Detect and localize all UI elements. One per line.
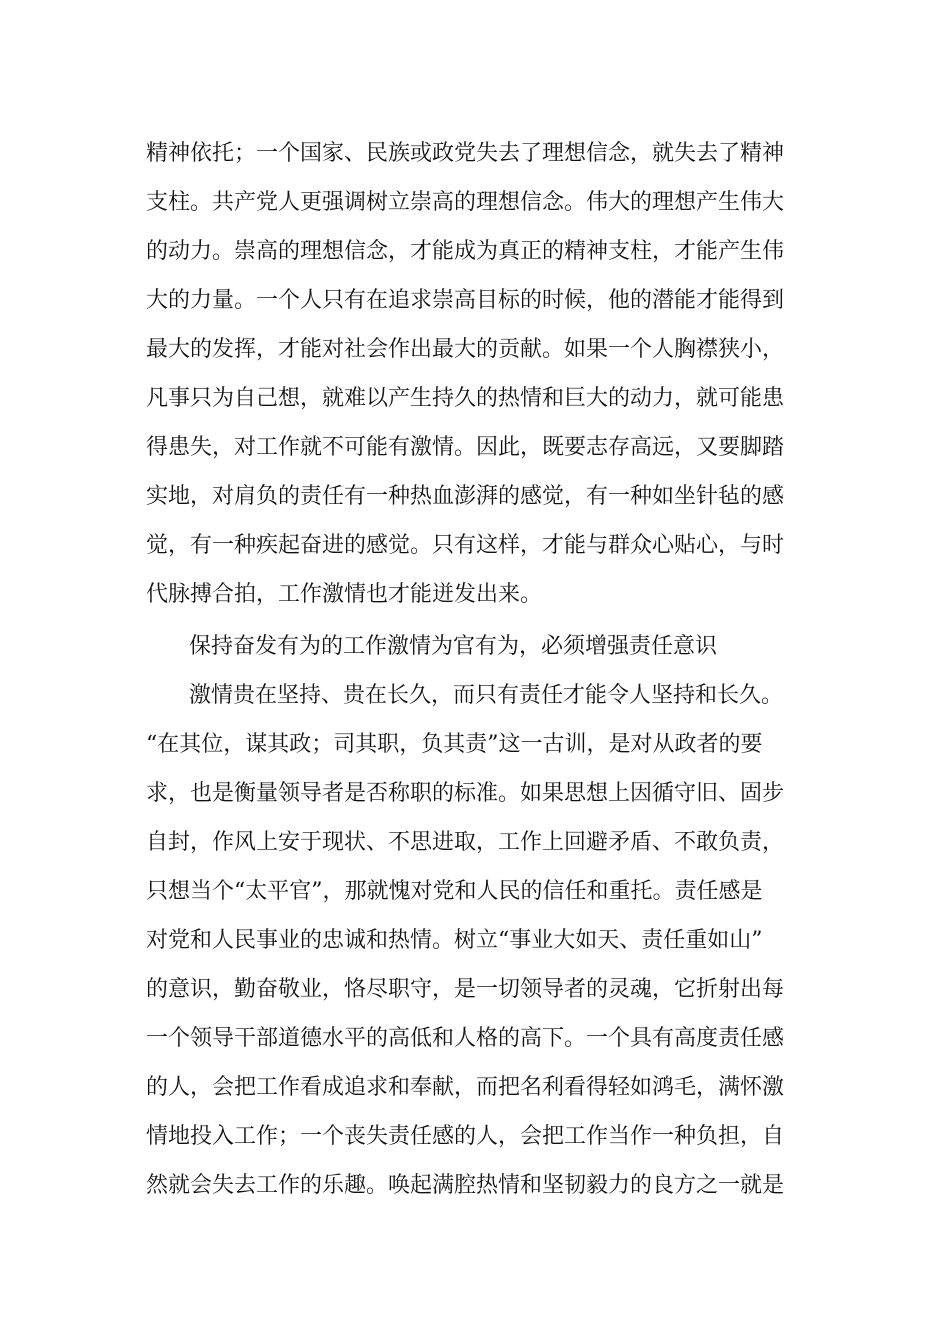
- text-line: 得患失，对工作就不可能有激情。因此，既要志存高远，又要脚踏: [146, 435, 785, 460]
- text-line: 凡事只为自己想，就难以产生持久的热情和巨大的动力，就可能患: [146, 386, 785, 411]
- paragraph-first-line: 激情贵在坚持、贵在长久，而只有责任才能令人坚持和长久。: [189, 683, 784, 708]
- text-line: 情地投入工作；一个丧失责任感的人，会把工作当作一种负担，自: [146, 1124, 785, 1149]
- text-line: 的意识，勤奋敬业，恪尽职守，是一切领导者的灵魂，它折射出每: [146, 977, 785, 1002]
- text-line: 然就会失去工作的乐趣。唤起满腔热情和坚韧毅力的良方之一就是: [146, 1173, 785, 1198]
- text-line: 精神依托；一个国家、民族或政党失去了理想信念，就失去了精神: [146, 141, 785, 166]
- text-line: “在其位，谋其政；司其职，负其责”这一古训，是对从政者的要: [146, 732, 763, 757]
- text-line: 的动力。崇高的理想信念，才能成为真正的精神支柱，才能产生伟: [146, 239, 785, 264]
- text-line: 自封，作风上安于现状、不思进取，工作上回避矛盾、不敢负责，: [146, 830, 785, 855]
- text-line: 只想当个“太平官”，那就愧对党和人民的信任和重托。责任感是: [146, 879, 763, 904]
- text-line: 支柱。共产党人更强调树立崇高的理想信念。伟大的理想产生伟大: [146, 190, 785, 215]
- text-line: 对党和人民事业的忠诚和热情。树立“事业大如天、责任重如山”: [146, 928, 763, 953]
- text-line: 代脉搏合拍，工作激情也才能迸发出来。: [146, 582, 543, 607]
- text-line: 求，也是衡量领导者是否称职的标准。如果思想上因循守旧、固步: [146, 781, 785, 806]
- text-line: 觉，有一种疾起奋进的感觉。只有这样，才能与群众心贴心，与时: [146, 533, 785, 558]
- text-line: 最大的发挥，才能对社会作出最大的贡献。如果一个人胸襟狭小，: [146, 337, 785, 362]
- text-line: 的人，会把工作看成追求和奉献，而把名利看得轻如鸿毛，满怀激: [146, 1075, 785, 1100]
- text-line: 大的力量。一个人只有在追求崇高目标的时候，他的潜能才能得到: [146, 288, 785, 313]
- section-heading: 保持奋发有为的工作激情为官有为，必须增强责任意识: [189, 634, 718, 659]
- text-line: 一个领导干部道德水平的高低和人格的高下。一个具有高度责任感: [146, 1026, 785, 1051]
- text-line: 实地，对肩负的责任有一种热血澎湃的感觉，有一种如坐针毡的感: [146, 484, 785, 509]
